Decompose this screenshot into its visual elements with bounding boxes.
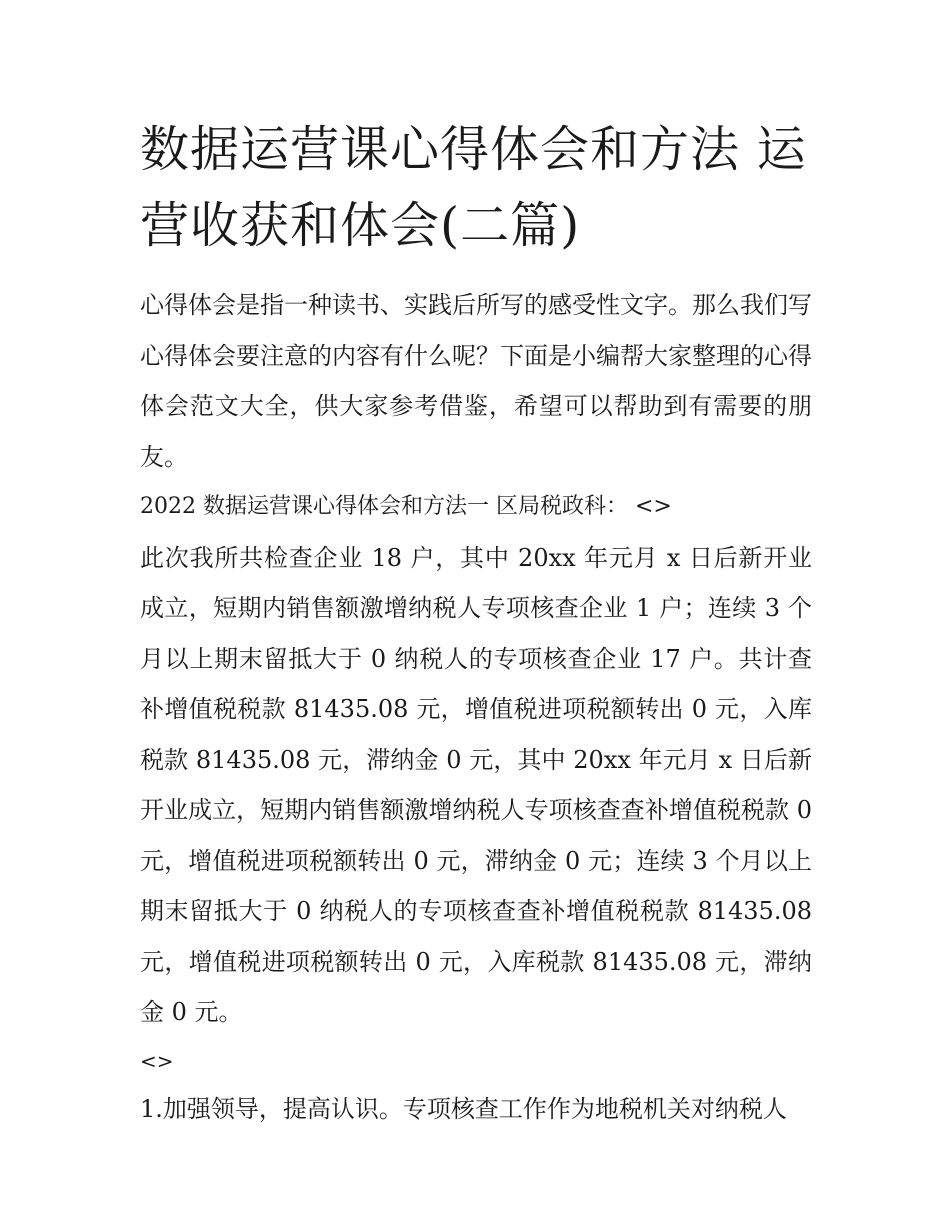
section-body-paragraph: 此次我所共检查企业 18 户，其中 20xx 年元月 x 日后新开业成立，短期内销售额激增纳税人专项核查企业 1 户；连续 3 个月以上期末留抵大于 0 纳税人的专项核查企业 17 户。共计查补增值税税款 81435.08 元，增值税进项税额转出 0 元，入库税款 81435.08 元，滞纳金 0 元，其中 20xx 年元月 x 日后新开业成立，短期内销售额激增纳税人专项核查查补增值税税款 0 元，增值税进项税额转出 0 元，滞纳金 0 元；连续 3 个月以上期末留抵大于 0 纳税人的专项核查查补增值税税款 81435.08 元，增值税进项税额转出 0 元，入库税款 81435.08 元，滞纳金 0 元。: [140, 543, 812, 1026]
section-marker: <>: [140, 1048, 174, 1073]
section-heading: 2022 数据运营课心得体会和方法一 区局税政科： <>: [140, 494, 672, 519]
document-title: 数据运营课心得体会和方法 运营收获和体会(二篇): [140, 121, 807, 254]
point-paragraph: 1.加强领导，提高认识。专项核查工作作为地税机关对纳税人: [140, 1094, 787, 1123]
document-page: [140, 112, 812, 1134]
intro-paragraph: 心得体会是指一种读书、实践后所写的感受性文字。那么我们写心得体会要注意的内容有什么呢？下面是小编帮大家整理的心得体会范文大全，供大家参考借鉴，希望可以帮助到有需要的朋友。: [140, 291, 812, 471]
